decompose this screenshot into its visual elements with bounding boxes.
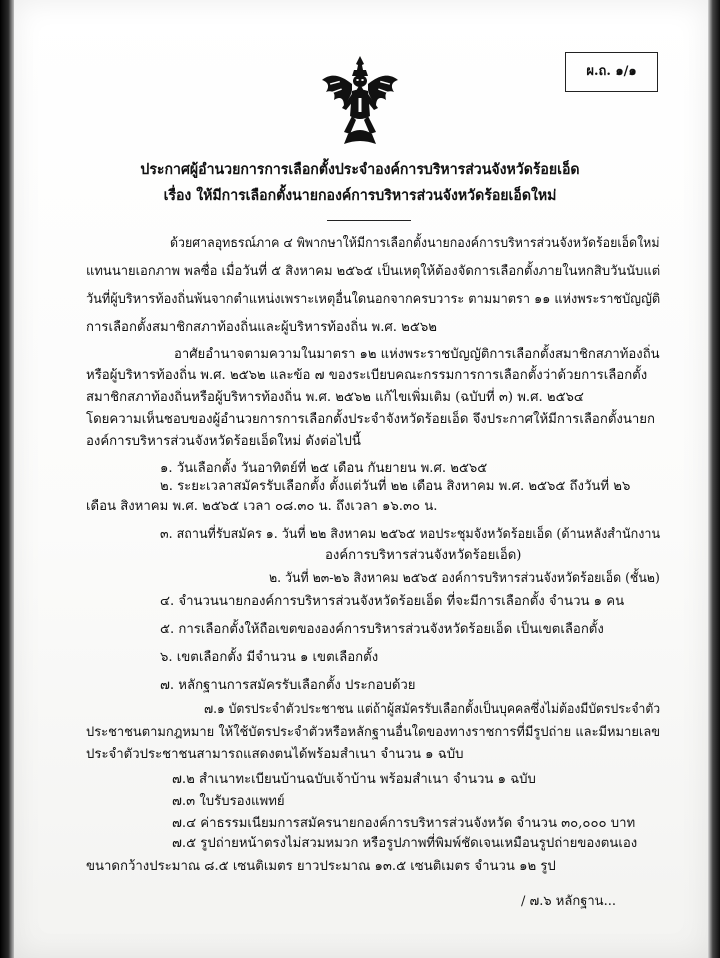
paragraph-1-line: วันที่ผู้บริหารท้องถิ่นพ้นจากตำแหน่งเพราะเหตุอื่นใดนอกจากครบวาระ ตามมาตรา ๑๑ แห่งพระราชบัญญัติ	[86, 292, 661, 307]
item-3-application-venue: ๓. สถานที่รับสมัคร ๑. วันที่ ๒๒ สิงหาคม ๒๕๖๕ หอประชุมจังหวัดร้อยเอ็ด (ด้านหลังสำนักงาน	[160, 527, 661, 542]
paragraph-2-line: โดยความเห็นชอบของผู้อำนวยการการเลือกตั้งประจำจังหวัดร้อยเอ็ด จึงประกาศให้มีการเลือกตั้งนายก	[86, 412, 655, 427]
paragraph-2-line: สมาชิกสภาท้องถิ่นหรือผู้บริหารท้องถิ่น พ.ศ. ๒๕๖๒ แก้ไขเพิ่มเติม (ฉบับที่ ๓) พ.ศ. ๒๕๖๔	[86, 390, 584, 405]
document-number-box: ผ.ถ. ๑/๑	[565, 52, 658, 92]
item-6-constituency-count: ๖. เขตเลือกตั้ง มีจำนวน ๑ เขตเลือกตั้ง	[160, 650, 379, 665]
subitem-7-3: ๗.๓ ใบรับรองแพทย์	[172, 794, 285, 809]
item-1-election-date: ๑. วันเลือกตั้ง วันอาทิตย์ที่ ๒๕ เดือน กันยายน พ.ศ. ๒๕๖๕	[160, 461, 488, 476]
announcement-title: ประกาศผู้อำนวยการการเลือกตั้งประจำองค์การบริหารส่วนจังหวัดร้อยเอ็ด	[140, 161, 580, 178]
title-divider	[327, 220, 411, 221]
paragraph-1-line: การเลือกตั้งสมาชิกสภาท้องถิ่นและผู้บริหารท้องถิ่น พ.ศ. ๒๕๖๒	[86, 320, 437, 335]
item-3-application-venue-cont: องค์การบริหารส่วนจังหวัดร้อยเอ็ด)	[325, 548, 522, 563]
continuation-note: / ๗.๖ หลักฐาน...	[521, 894, 616, 909]
item-2-application-period: ๒. ระยะเวลาสมัครรับเลือกตั้ง ตั้งแต่วันที่ ๒๒ เดือน สิงหาคม พ.ศ. ๒๕๖๕ ถึงวันที่ ๒๖	[160, 479, 631, 494]
subitem-7-5: ๗.๕ รูปถ่ายหน้าตรงไม่สวมหมวก หรือรูปภาพที่พิมพ์ชัดเจนเหมือนรูปถ่ายของตนเอง	[172, 836, 638, 851]
scan-edge-right	[708, 0, 720, 958]
scan-edge-left	[0, 0, 14, 958]
announcement-subject: เรื่อง ให้มีการเลือกตั้งนายกองค์การบริหารส่วนจังหวัดร้อยเอ็ดใหม่	[163, 187, 557, 204]
paragraph-2-line: อาศัยอำนาจตามความในมาตรา ๑๒ แห่งพระราชบัญญัติการเลือกตั้งสมาชิกสภาท้องถิ่น	[174, 347, 660, 362]
subitem-7-4: ๗.๔ ค่าธรรมเนียมการสมัครนายกองค์การบริหารส่วนจังหวัด จำนวน ๓๐,๐๐๐ บาท	[172, 816, 636, 831]
subitem-7-1: ๗.๑ บัตรประจำตัวประชาชน แต่ถ้าผู้สมัครรับเลือกตั้งเป็นบุคคลซึ่งไม่ต้องมีบัตรประจำตัว	[204, 702, 661, 717]
item-7-required-documents: ๗. หลักฐานการสมัครรับเลือกตั้ง ประกอบด้วย	[160, 678, 416, 693]
paragraph-1-line: แทนนายเอกภาพ พลซื่อ เมื่อวันที่ ๕ สิงหาคม ๒๕๖๕ เป็นเหตุให้ต้องจัดการเลือกตั้งภายในหกสิบวันนับแต่	[86, 264, 661, 279]
subitem-7-1-cont: ประจำตัวประชาชนสามารถแสดงตนได้พร้อมสำเนา จำนวน ๑ ฉบับ	[86, 747, 464, 762]
item-2-application-period-cont: เดือน สิงหาคม พ.ศ. ๒๕๖๕ เวลา ๐๘.๓๐ น. ถึงเวลา ๑๖.๓๐ น.	[86, 499, 438, 514]
subitem-7-5-cont: ขนาดกว้างประมาณ ๘.๕ เซนติเมตร ยาวประมาณ ๑๓.๕ เซนติเมตร จำนวน ๑๒ รูป	[86, 859, 556, 874]
paragraph-1-line: ด้วยศาลอุทธรณ์ภาค ๔ พิพากษาให้มีการเลือกตั้งนายกองค์การบริหารส่วนจังหวัดร้อยเอ็ดใหม่	[170, 236, 660, 251]
subitem-7-1-cont: ประชาชนตามกฎหมาย ให้ใช้บัตรประจำตัวหรือหลักฐานอื่นใดของทางราชการที่มีรูปถ่าย และมีหมายเลข	[86, 725, 661, 740]
item-4-number-of-positions: ๔. จำนวนนายกองค์การบริหารส่วนจังหวัดร้อยเอ็ด ที่จะมีการเลือกตั้ง จำนวน ๑ คน	[160, 594, 625, 609]
paragraph-2-line: องค์การบริหารส่วนจังหวัดร้อยเอ็ดใหม่ ดังต่อไปนี้	[86, 434, 361, 449]
item-3-application-venue-2: ๒. วันที่ ๒๓-๒๖ สิงหาคม ๒๕๖๕ องค์การบริหารส่วนจังหวัดร้อยเอ็ด (ชั้น๒)	[269, 571, 660, 586]
subitem-7-2: ๗.๒ สำเนาทะเบียนบ้านฉบับเจ้าบ้าน พร้อมสำเนา จำนวน ๑ ฉบับ	[172, 772, 536, 787]
garuda-emblem-icon	[318, 54, 402, 150]
item-5-constituency: ๕. การเลือกตั้งให้ถือเขตขององค์การบริหารส่วนจังหวัดร้อยเอ็ด เป็นเขตเลือกตั้ง	[160, 622, 604, 637]
paragraph-2-line: หรือผู้บริหารท้องถิ่น พ.ศ. ๒๕๖๒ และข้อ ๗ ของระเบียบคณะกรรมการการเลือกตั้งว่าด้วยการเลือกตั้ง	[86, 368, 648, 383]
